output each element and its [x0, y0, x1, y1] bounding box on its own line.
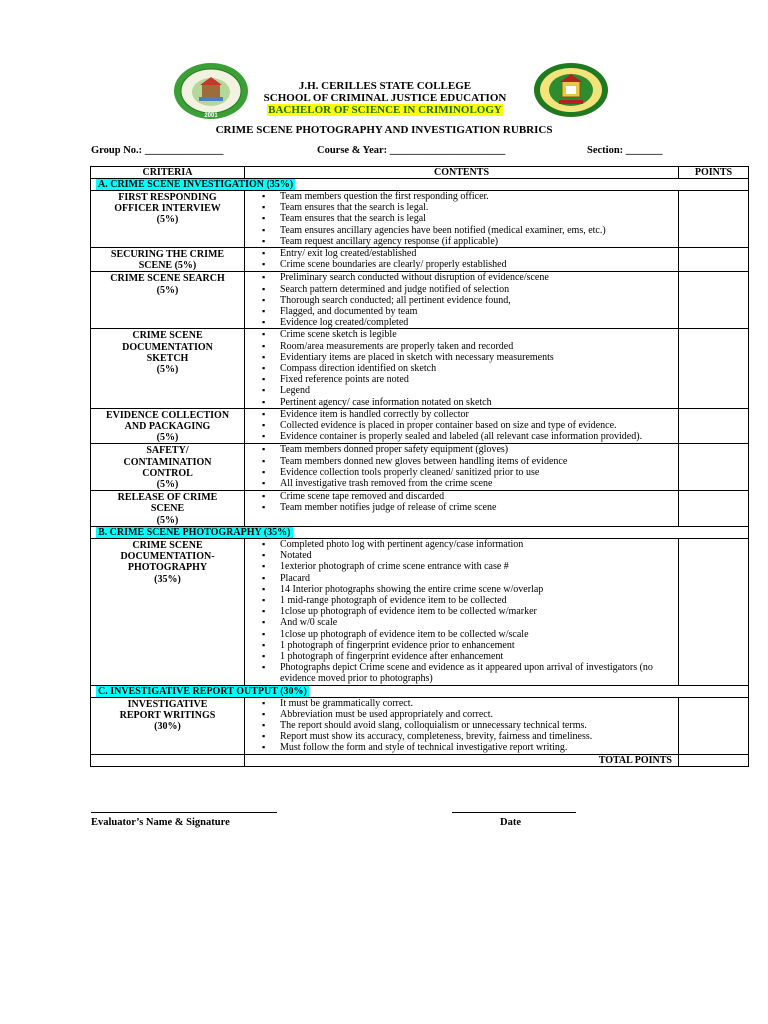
criteria-line: CRIME SCENE: [132, 539, 203, 551]
criteria-cell: [91, 272, 245, 329]
evaluator-signature-line: [91, 812, 277, 813]
list-item: ▪ Placard: [280, 573, 678, 584]
contents-cell: [245, 329, 679, 408]
criteria-line: RELEASE OF CRIME: [117, 492, 218, 504]
criteria-column-header: CRITERIA: [91, 167, 245, 179]
section-header-cell: [91, 526, 749, 538]
table-row: [91, 272, 749, 329]
contents-cell: [245, 272, 679, 329]
group-number-field[interactable]: Group No.: _______________: [91, 145, 224, 156]
rubric-body: [91, 179, 749, 767]
criteria-line: AND PACKAGING: [124, 421, 211, 433]
total-points-label: TOTAL POINTS: [245, 754, 679, 766]
list-item: ▪ Report must show its accuracy, completeness, brevity, fairness and timeliness.: [280, 731, 678, 742]
criteria-line: DOCUMENTATION-: [120, 551, 215, 563]
program-name: BACHELOR OF SCIENCE IN CRIMINOLOGY: [268, 104, 502, 116]
points-cell[interactable]: [679, 408, 749, 444]
criteria-line: SCENE: [150, 503, 185, 515]
points-column-header: POINTS: [679, 167, 749, 179]
contents-cell: [245, 408, 679, 444]
table-row: [91, 444, 749, 491]
criteria-line: REPORT WRITINGS: [119, 709, 216, 721]
list-item: ▪ Team member notifies judge of release of crime scene: [280, 502, 678, 513]
points-cell[interactable]: [679, 191, 749, 248]
list-item: ▪ Entry/ exit log created/established: [280, 248, 678, 259]
list-item: ▪ 14 Interior photographs showing the entire crime scene w/overlap: [280, 584, 678, 595]
table-row: [91, 329, 749, 408]
criteria-line: CRIME SCENE: [132, 330, 203, 342]
criteria-line: SAFETY/: [146, 445, 189, 457]
list-item: ▪ Completed photo log with pertinent agency/case information: [280, 539, 678, 550]
list-item: ▪ Team members question the first responding officer.: [280, 191, 678, 202]
list-item: ▪ Evidence container is properly sealed and labeled (all relevant case information provided).: [280, 431, 678, 442]
list-item: ▪ 1exterior photograph of crime scene entrance with case #: [280, 561, 678, 572]
criteria-line: (5%): [156, 479, 179, 491]
section-header-cell: [91, 685, 749, 697]
criteria-line: (35%): [154, 573, 181, 585]
section-header-row: [91, 179, 749, 191]
list-item: ▪ Team ensures ancillary agencies have been notified (medical examiner, ems, etc.): [280, 225, 678, 236]
list-item: ▪ Room/area measurements are properly taken and recorded: [280, 341, 678, 352]
criteria-line: (30%): [154, 720, 181, 732]
list-item: ▪ It must be grammatically correct.: [280, 698, 678, 709]
criteria-items-list: [245, 329, 678, 407]
list-item: ▪ Team members donned proper safety equipment (gloves): [280, 444, 678, 455]
criteria-items-list: [245, 191, 678, 247]
institution-heading: [250, 80, 520, 116]
list-item: ▪ Collected evidence is placed in proper container based on size and type of evidence.: [280, 420, 678, 431]
criteria-line: (5%): [156, 364, 179, 376]
list-item: ▪ Photographs depict Crime scene and evidence as it appeared upon arrival of investigators (no evidence moved prior to photographs): [280, 662, 678, 684]
points-cell[interactable]: [679, 444, 749, 491]
college-name: J.H. CERILLES STATE COLLEGE: [298, 80, 472, 92]
list-item: ▪ Search pattern determined and judge notified of selection: [280, 284, 678, 295]
criteria-line: SECURING THE CRIME: [110, 249, 225, 261]
list-item: ▪ Evidence collection tools properly cleaned/ sanitized prior to use: [280, 467, 678, 478]
criteria-line: CRIME SCENE SEARCH: [110, 273, 225, 285]
criteria-line: CONTAMINATION: [123, 456, 212, 468]
criteria-line: DOCUMENTATION: [122, 341, 213, 353]
list-item: ▪ Team ensures that the search is legal.: [280, 202, 678, 213]
criteria-line: INVESTIGATIVE: [127, 698, 208, 710]
table-row: [91, 491, 749, 527]
total-blank-cell: [91, 754, 245, 766]
criteria-line: PHOTOGRAPHY: [127, 562, 208, 574]
list-item: ▪ Must follow the form and style of technical investigative report writing.: [280, 742, 678, 753]
criteria-line: OFFICER INTERVIEW: [114, 203, 221, 215]
criteria-line: (5%): [156, 214, 179, 226]
contents-cell: [245, 538, 679, 685]
list-item: ▪ Fixed reference points are noted: [280, 374, 678, 385]
list-item: ▪ Crime scene tape removed and discarded: [280, 491, 678, 502]
points-cell[interactable]: [679, 248, 749, 272]
table-row: [91, 538, 749, 685]
list-item: ▪ All investigative trash removed from the crime scene: [280, 478, 678, 489]
section-field[interactable]: Section: _______: [587, 145, 663, 156]
contents-cell: [245, 697, 679, 754]
contents-cell: [245, 491, 679, 527]
evaluator-signature-label: Evaluator’s Name & Signature: [91, 817, 230, 828]
list-item: ▪ Team request ancillary agency response (if applicable): [280, 236, 678, 247]
list-item: ▪ Preliminary search conducted without disruption of evidence/scene: [280, 272, 678, 283]
criteria-cell: [91, 444, 245, 491]
criteria-items-list: [245, 409, 678, 443]
criteria-line: (5%): [156, 514, 179, 526]
criteria-cell: [91, 329, 245, 408]
points-cell[interactable]: [679, 272, 749, 329]
criteria-cell: [91, 191, 245, 248]
course-year-field[interactable]: Course & Year: ______________________: [317, 145, 506, 156]
list-item: ▪ Abbreviation must be used appropriately and correct.: [280, 709, 678, 720]
rubric-table: [90, 166, 749, 767]
criteria-line: (5%): [156, 432, 179, 444]
list-item: ▪ 1 photograph of fingerprint evidence prior to enhancement: [280, 640, 678, 651]
section-header-cell: [91, 179, 749, 191]
total-row: [91, 754, 749, 766]
criteria-cell: [91, 697, 245, 754]
criteria-line: (5%): [156, 284, 179, 296]
section-label: A. CRIME SCENE INVESTIGATION (35%): [98, 179, 294, 190]
list-item: ▪ Crime scene sketch is legible: [280, 329, 678, 340]
total-points-cell[interactable]: [679, 754, 749, 766]
list-item: ▪ Thorough search conducted; all pertinent evidence found,: [280, 295, 678, 306]
criteria-items-list: [245, 272, 678, 328]
date-label: Date: [500, 817, 521, 828]
criteria-items-list: [245, 248, 678, 270]
section-label: C. INVESTIGATIVE REPORT OUTPUT (30%): [98, 685, 307, 697]
school-name: SCHOOL OF CRIMINAL JUSTICE EDUCATION: [263, 92, 507, 104]
list-item: ▪ 1close up photograph of evidence item to be collected w/scale: [280, 629, 678, 640]
criteria-line: FIRST RESPONDING: [118, 192, 217, 203]
contents-cell: [245, 248, 679, 272]
table-row: [91, 191, 749, 248]
criteria-line: EVIDENCE COLLECTION: [105, 409, 230, 421]
points-cell[interactable]: [679, 491, 749, 527]
criteria-cell: [91, 248, 245, 272]
list-item: ▪ And w/0 scale: [280, 617, 678, 628]
points-cell[interactable]: [679, 538, 749, 685]
department-seal-logo: [533, 62, 609, 118]
list-item: ▪ Crime scene boundaries are clearly/ properly established: [280, 259, 678, 270]
table-row: [91, 248, 749, 272]
list-item: ▪ Notated: [280, 550, 678, 561]
list-item: ▪ Flagged, and documented by team: [280, 306, 678, 317]
section-header-row: [91, 526, 749, 538]
list-item: ▪ 1close up photograph of evidence item to be collected w/marker: [280, 606, 678, 617]
list-item: ▪ Evidence log created/completed: [280, 317, 678, 328]
list-item: ▪ The report should avoid slang, colloquialism or unnecessary technical terms.: [280, 720, 678, 731]
list-item: ▪ Team members donned new gloves between handling items of evidence: [280, 456, 678, 467]
contents-column-header: CONTENTS: [245, 167, 679, 179]
list-item: ▪ 1 mid-range photograph of evidence item to be collected: [280, 595, 678, 606]
table-header-row: [91, 167, 749, 179]
criteria-items-list: [245, 539, 678, 685]
points-cell[interactable]: [679, 329, 749, 408]
contents-cell: [245, 444, 679, 491]
section-header-row: [91, 685, 749, 697]
table-row: [91, 697, 749, 754]
criteria-items-list: [245, 491, 678, 513]
criteria-line: SKETCH: [146, 352, 189, 364]
list-item: ▪ Compass direction identified on sketch: [280, 363, 678, 374]
list-item: ▪ Evidence item is handled correctly by collector: [280, 409, 678, 420]
college-seal-logo: [172, 62, 250, 120]
list-item: ▪ Pertinent agency/ case information notated on sketch: [280, 397, 678, 408]
document-header: [0, 62, 768, 122]
criteria-items-list: [245, 698, 678, 754]
list-item: ▪ Team ensures that the search is legal: [280, 213, 678, 224]
list-item: ▪ 1 photograph of fingerprint evidence after enhancement: [280, 651, 678, 662]
criteria-line: SCENE (5%): [138, 260, 197, 272]
list-item: ▪ Legend: [280, 385, 678, 396]
criteria-cell: [91, 408, 245, 444]
seal-year: 2001: [204, 113, 218, 119]
criteria-items-list: [245, 444, 678, 489]
date-signature-line: [452, 812, 576, 813]
criteria-cell: [91, 538, 245, 685]
criteria-cell: [91, 491, 245, 527]
section-label: B. CRIME SCENE PHOTOGRAPHY (35%): [98, 526, 291, 538]
list-item: ▪ Evidentiary items are placed in sketch with necessary measurements: [280, 352, 678, 363]
table-row: [91, 408, 749, 444]
points-cell[interactable]: [679, 697, 749, 754]
criteria-line: CONTROL: [142, 467, 193, 479]
document-title: CRIME SCENE PHOTOGRAPHY AND INVESTIGATION RUBRICS: [215, 124, 553, 136]
contents-cell: [245, 191, 679, 248]
